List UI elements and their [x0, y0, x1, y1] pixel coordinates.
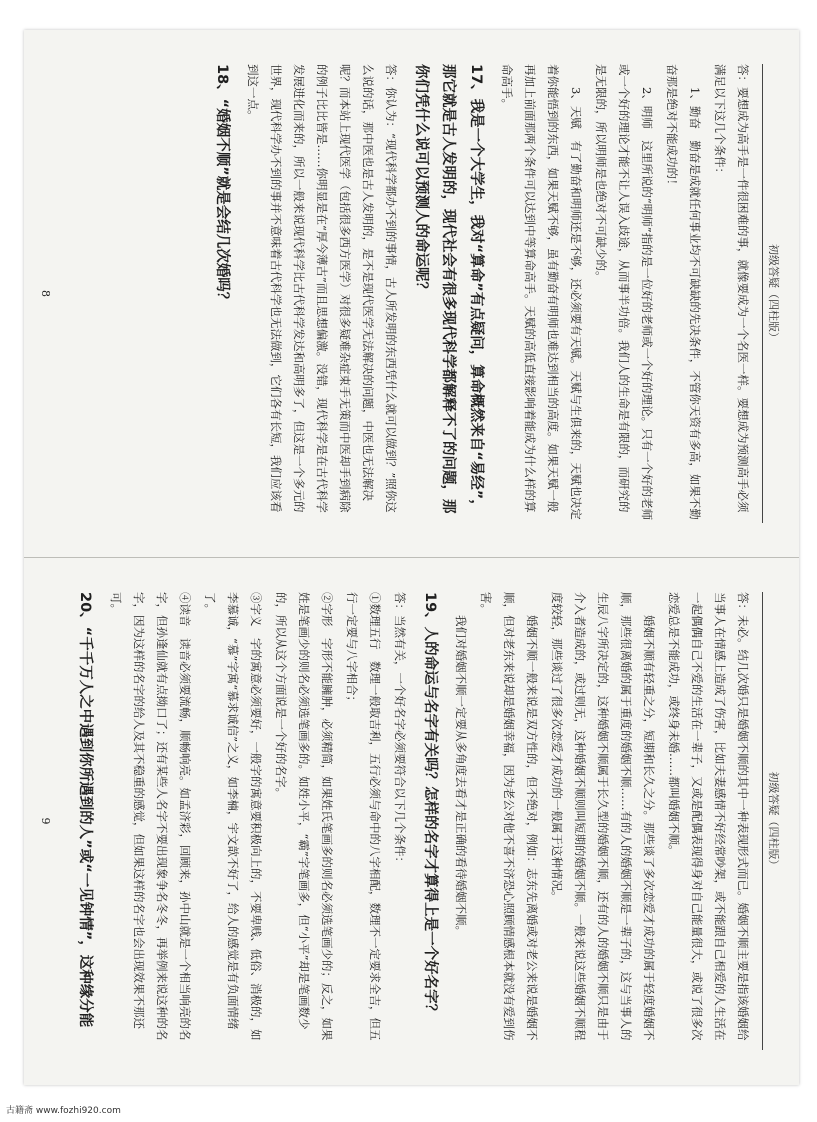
answer-paragraph-17: 答：你认为：“现代科学都办不到的事情，古人所发明的东西凭什么就可以做到？”照你这么说的话，那中医也是古人发明的，是不是现代医学无法解决的问题，中医也无法解决呢？而本站上现代医学（包括很多西方医学）对很多疑难杂症束手无策而中医却手到病除的例子比比皆是……你明显是在“厚今薄古”而且思想偏激。没错，现代科学是在古代科学发展进化而来的，所以一般来说现代科学比古代科学发达和高明多了，但这是一个多元的世界，现代科学办不到的事并不意味着古代科学也无法做到，它们各有长短，我们应该看到这一点。: [245, 64, 398, 513]
naming-condition-item: ③字义 字的寓意必须要好，一般字的寓意要积极向上的，不要卑贱、低俗、消极的，如李慕诚，“慕”字寓“慕求诚信”之义，如李楠，宇文歆不好了，给人的感觉是有负面情绪了。: [203, 592, 264, 1041]
page-number-left: 8: [39, 290, 52, 297]
question-heading-17: 17、我是一个大学生，我对“算命”有点疑问，算命概然来自“易经”，那它就是古人发明的，现代社会有很多现代科学都解释不了的问题，那你们凭什么说可以预测人的命运呢？: [412, 64, 484, 514]
question-heading-18: 18、“婚姻不顺”就是会结几次婚吗？: [213, 64, 230, 307]
condition-paragraph: 3、天赋 有了勤奋和明师还是不够，还必须要有天赋。天赋与生俱来的，天赋也决定着你能悟到的东西，如果天赋不够，虽有勤奋有明师也难达到相当的高度。如果天赋一般再加上前面那两个条件可以达到中等算命高手。天赋的高低直接影响着能成为什么样的算命高手。: [499, 64, 583, 520]
naming-condition-item: ①数理五行 数理一般取吉利，五行必须与命中的八字相配，数理不一定要求全吉，但五行一定要与八字相合；: [345, 592, 383, 1041]
rotated-spread: [24, 30, 799, 1085]
naming-condition-item: ④读音 读音必须要流畅，顺畅响亮。如孟济彩，回顾来，孙中山就是一个相当响亮的名字，但孙逢仙就有点拗口了；还有某些人名字不要出现象争名冬冬，再举例来说这种的名字，因为这样的名字的给人及其不稳重的感觉，但如果这样的名字也会出现效果不那还可。: [109, 592, 193, 1041]
answer-paragraph: 我们对婚姻不顺一定要从多角度去看才是正确的看待婚姻不顺。: [453, 615, 468, 937]
answer-paragraph: 婚姻不顺有轻重之分，短期和长久之分。那些谈了多次恋爱才成功的属于轻度婚姻不顺，那些很离婚的属于重度的婚姻不顺……有的人的婚姻不顺是一辈子的，这与当事人的生辰八字所决定的，这种婚姻不顺属于长久型的婚姻不顺，还有的人的婚姻不顺只是由于介入者造成的，或过则无，这种婚姻不顺则叫短期的婚姻不顺。一般来说这些婚姻不顺程度较轻，那些谈过了很多次恋爱才成功的一般属于这种情况。: [549, 592, 656, 1041]
question-heading-19: 19、人的命运与名字有关吗？怎样的名字才算得上是一个好名字？: [421, 592, 438, 1019]
condition-paragraph: 2、明师 这里所说的“明师”指的是一位好的老师或一个好的理论。只有一个好的老师或一个好的理论才能不让人误入歧途，从而事半功倍。我们人的生命是有限的，而研究的是无限的，所以明师是也绝对不可缺少的。: [593, 64, 654, 521]
answer-paragraph-19: 答：当然有关，一个好名字必须要符合以下几个条件：: [393, 592, 408, 868]
answer-paragraph: 答：要想成为高手是一件很困难的事，就像要成为一个名医一样。要想成为预测高手必须满足以下这几个条件：: [712, 64, 750, 513]
question-heading-20: 20、“千千万人之中遇到你所遇到的人”或“一见钟情”，这种缘分能: [77, 592, 94, 1028]
answer-paragraph: 婚姻不顺一般来说是双方性的，但不绝对，例如：志东先离婚或对老公来说是婚姻不顺，但对老东来说却是婚姻幸福，因为老公对他不喜不济恐心照顾情感根本就没有爱到伤害。: [478, 592, 539, 1041]
page-number-right: 9: [39, 817, 52, 825]
naming-condition-item: ②字形 字形不能臃肿，必须精简，如果姓氏笔画多的则名必须选笔画少的；反之，如果姓是笔画少的则名必须选笔画多的。如姓小平，“霸”字笔画多，但“小平”却是笔画数少的，所以从这个方面说是一个好的名字。: [274, 592, 335, 1041]
running-head-right: 初级答疑（四柱版）: [762, 592, 781, 1050]
site-watermark: 古籍斋 www.fozhi920.com: [6, 1106, 121, 1116]
running-head-left: 初级答疑（四柱版）: [762, 64, 781, 523]
condition-paragraph: 1、勤奋 勤奋是成就任何事业均不可缺缺的先决条件，不管你天资有多高，如果不勤奋那是绝对不能成功的！: [664, 64, 702, 520]
answer-paragraph-18: 答：未必。结几次婚只是婚姻不顺的其中一种表现形式而已。婚姻不顺主要是指该婚姻给当事人在情感上造成了伤害，比如夫妻感情不好经常吵架，或不能跟自己相爱的人生活在一起偶偶自己不爱的生活在一辈子，又或是配偶表现得身对自己能量很大，或说了很多次恋爱总是不能成功，或终身未婚……都叫婚姻不顺。: [666, 592, 750, 1041]
left-page: [24, 30, 799, 557]
right-page: [24, 557, 799, 1084]
scanned-book-spread: [24, 30, 799, 1085]
